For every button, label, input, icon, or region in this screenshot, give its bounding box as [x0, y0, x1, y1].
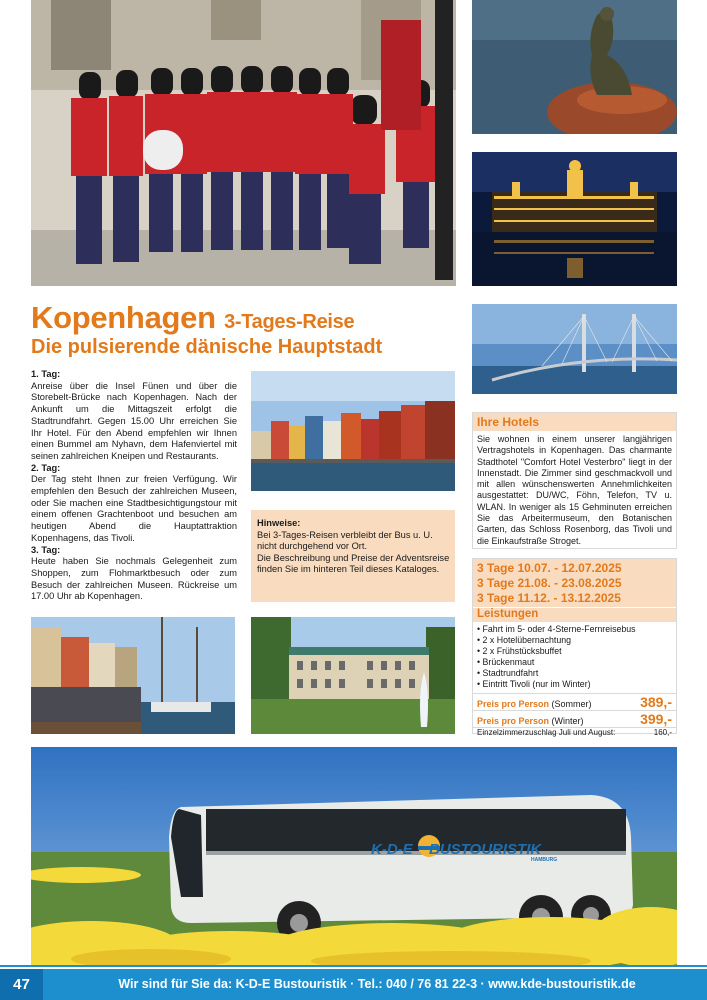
title-main: Kopenhagen: [31, 300, 216, 335]
page-number: 47: [0, 969, 43, 1000]
service-item: • 2 x Hotelübernachtung: [477, 635, 672, 646]
hint-box: [251, 510, 455, 602]
price-season: (Winter): [551, 716, 584, 726]
itinerary-day-text: Anreise über die Insel Fünen und über die Storebelt-Brücke nach Kopenhagen. Nach der Ankunft um die Mittagszeit erfolgt die Stadtrundfahrt. Gegen 15.00 Uhr erreichen Sie Ihr Hotel. Für den Abend empfehlen wir Ihnen einen Bummel am Nyhavn, dem Hafenviertel mit seinen zahlreichen Kneipen und Restaurants.: [31, 380, 237, 461]
hotels-box: [472, 412, 677, 549]
service-item: • 2 x Frühstücksbuffet: [477, 646, 672, 657]
itinerary-day-label: 1. Tag:: [31, 369, 61, 379]
travel-date: 3 Tage 11.12. - 13.12.2025: [477, 591, 621, 605]
services-list: [473, 622, 676, 693]
single-supplement-label: Einzelzimmerzuschlag Juli und August:: [477, 728, 616, 737]
itinerary-day: [31, 369, 237, 463]
itinerary-day: [31, 463, 237, 545]
footer: [0, 969, 707, 1000]
travel-date: 3 Tage 10.07. - 12.07.2025: [477, 561, 622, 575]
hotels-text: Sie wohnen in einem unserer langjährigen Vertragshotels in Kopenhagen. Das charmante Stadthotel "Comfort Hotel Vesterbro" liegt in der Innenstadt. Die Zimmer sind geschmackvoll und mit allen wünschenswerten Annehmlichkeiten ausgestattet: DU/WC, Föhn, Telefon, TV u. WLAN. In weniger als 15 Gehminuten erreichen Sie das Arbeitermuseum, den Botanischen Garten, das Schloss Rosenborg, das Tivoli und die Einkaufstraße Stroget.: [477, 434, 672, 546]
service-item: • Brückenmaut: [477, 657, 672, 668]
photo-palace: [251, 617, 455, 734]
price-season: (Sommer): [551, 699, 592, 709]
bus-brand-right: BUSTOURISTIK: [429, 841, 542, 858]
footer-contact: Wir sind für Sie da: K-D-E Bustouristik · Tel.: 040 / 76 81 22-3 · www.kde-bustouristik.de: [118, 977, 636, 991]
photo-harbour: [31, 617, 235, 734]
photo-tivoli-night: [472, 152, 677, 286]
itinerary: [31, 369, 237, 603]
service-item: • Fahrt im 5- oder 4-Sterne-Fernreisebus: [477, 624, 672, 635]
itinerary-day: [31, 545, 237, 604]
page-title: [31, 300, 354, 336]
travel-dates: [473, 559, 676, 607]
price-row-winter: [473, 710, 676, 727]
price-row-summer: [473, 693, 676, 710]
itinerary-day-text: Der Tag steht Ihnen zur freien Verfügung. Wir empfehlen den Besuch der zahlreichen Museen, oder Sie machen eine Stadtbesichtigungstour mit einem offenen Grachtenboot und besuchen am heutigen Abend die Hauptattraktion Kopenhagens, das Tivoli.: [31, 474, 237, 543]
itinerary-day-label: 2. Tag:: [31, 462, 61, 473]
travel-date: 3 Tage 21.08. - 23.08.2025: [477, 576, 622, 590]
services-heading: Leistungen: [473, 607, 676, 622]
photo-oresund-bridge: [472, 304, 677, 394]
itinerary-day-text: Heute haben Sie nochmals Gelegenheit zum Shoppen, zum Flohmarktbesuch oder zum Besuch der zahlreichen Museen. Rückreise um 17.00 Uhr ab Kopenhagen.: [31, 556, 237, 602]
photo-nyhavn: [251, 371, 455, 491]
hint-line2: Die Beschreibung und Preise der Adventsreise finden Sie im hinteren Teil dieses Kataloges.: [257, 552, 450, 575]
price-box: [472, 558, 677, 737]
price-row-single: [473, 727, 676, 737]
service-item: • Stadtrundfahrt: [477, 668, 672, 679]
hint-heading: Hinweise:: [257, 518, 301, 528]
service-item: • Eintritt Tivoli (nur im Winter): [477, 679, 672, 690]
itinerary-day-label: 3. Tag:: [31, 544, 61, 555]
price-label: Preis pro Person: [477, 699, 550, 709]
single-supplement-value: 160,-: [653, 728, 672, 737]
bus-brand-city: HAMBURG: [531, 857, 558, 863]
price-value: 399,-: [640, 711, 672, 727]
photo-little-mermaid: [472, 0, 677, 134]
hotels-heading: Ihre Hotels: [473, 413, 676, 431]
hint-line1: Bei 3-Tages-Reisen verbleibt der Bus u. U. nicht durchgehend vor Ort.: [257, 529, 433, 552]
bus-brand-left: K-D-E: [371, 841, 413, 858]
footer-line: [0, 965, 707, 967]
price-value: 389,-: [640, 694, 672, 710]
price-label: Preis pro Person: [477, 716, 550, 726]
title-tagline: Die pulsierende dänische Hauptstadt: [31, 336, 383, 358]
photo-royal-guards: [31, 0, 456, 286]
photo-bus: [31, 747, 677, 965]
title-sub: 3-Tages-Reise: [224, 311, 355, 333]
